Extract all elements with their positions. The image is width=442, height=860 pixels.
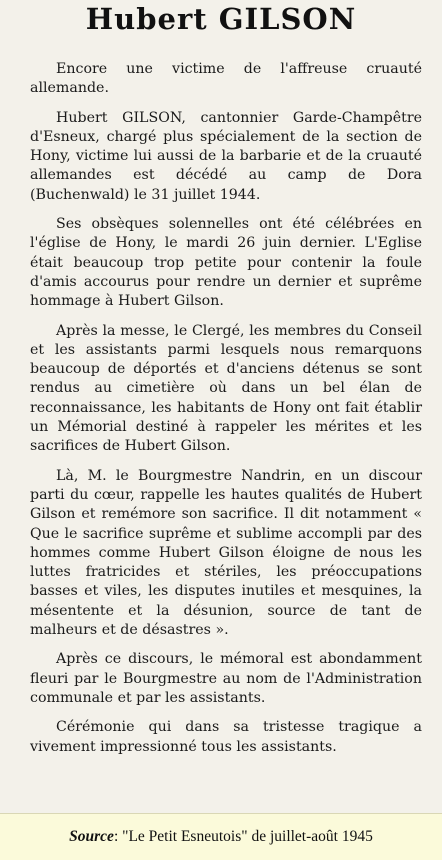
article-paragraph-2: Hubert GILSON, cantonnier Garde-Champêtre d'Esneux, chargé plus spécialement de la section de Hony, victime lui aussi de la barbarie et de la cruauté allemandes est décédé au camp de Dora (Buchenwald) le 31 juillet 1944. [30, 109, 422, 203]
source-label: Source [69, 828, 114, 845]
source-caption [0, 813, 442, 860]
article-paragraph-6: Après ce discours, le mémoral est abondamment fleuri par le Bourgmestre au nom de l'Administration communale et par les assistants. [30, 651, 422, 706]
article-paragraph-7: Cérémonie qui dans sa tristesse tragique a vivement impressionné tous les assistants. [30, 719, 422, 755]
article-paragraph-3: Ses obsèques solennelles ont été célébrées en l'église de Hony, le mardi 26 juin dernier. L'Eglise était beaucoup trop petite pour contenir la foule d'amis accourus pour rendre un dernier et suprême hommage à Hubert Gilson. [30, 216, 422, 310]
article-paragraph-5: Là, M. le Bourgmestre Nandrin, en un discour parti du cœur, rappelle les hautes qualités de Hubert Gilson et remémore son sacrifice. Il dit notamment « Que le sacrifice suprême et sublime accompli par des hommes comme Hubert Gilson éloigne de nous les luttes fratricides et stériles, les préoccupations basses et viles, les disputes inutiles et mesquines, la mésentente et la désunion, source de tant de malheurs et de désastres ». [30, 467, 422, 639]
source-separator: : [113, 828, 123, 845]
article-paragraph-4: Après la messe, le Clergé, les membres du Conseil et les assistants parmi lesquels nous remarquons beaucoup de déportés et d'anciens détenus se sont rendus au cimetière où dans un bel élan de reconnaissance, les habitants de Hony ont fait établir un Mémorial destiné à rappeler les mérites et les sacrifices de Hubert Gilson. [30, 322, 422, 455]
article-paragraph-1: Encore une victime de l'affreuse cruauté allemande. [30, 61, 422, 97]
article-title: Hubert GILSON [85, 2, 357, 36]
article-body [30, 60, 422, 757]
source-text: "Le Petit Esneutois" de juillet-août 1945 [122, 828, 373, 845]
